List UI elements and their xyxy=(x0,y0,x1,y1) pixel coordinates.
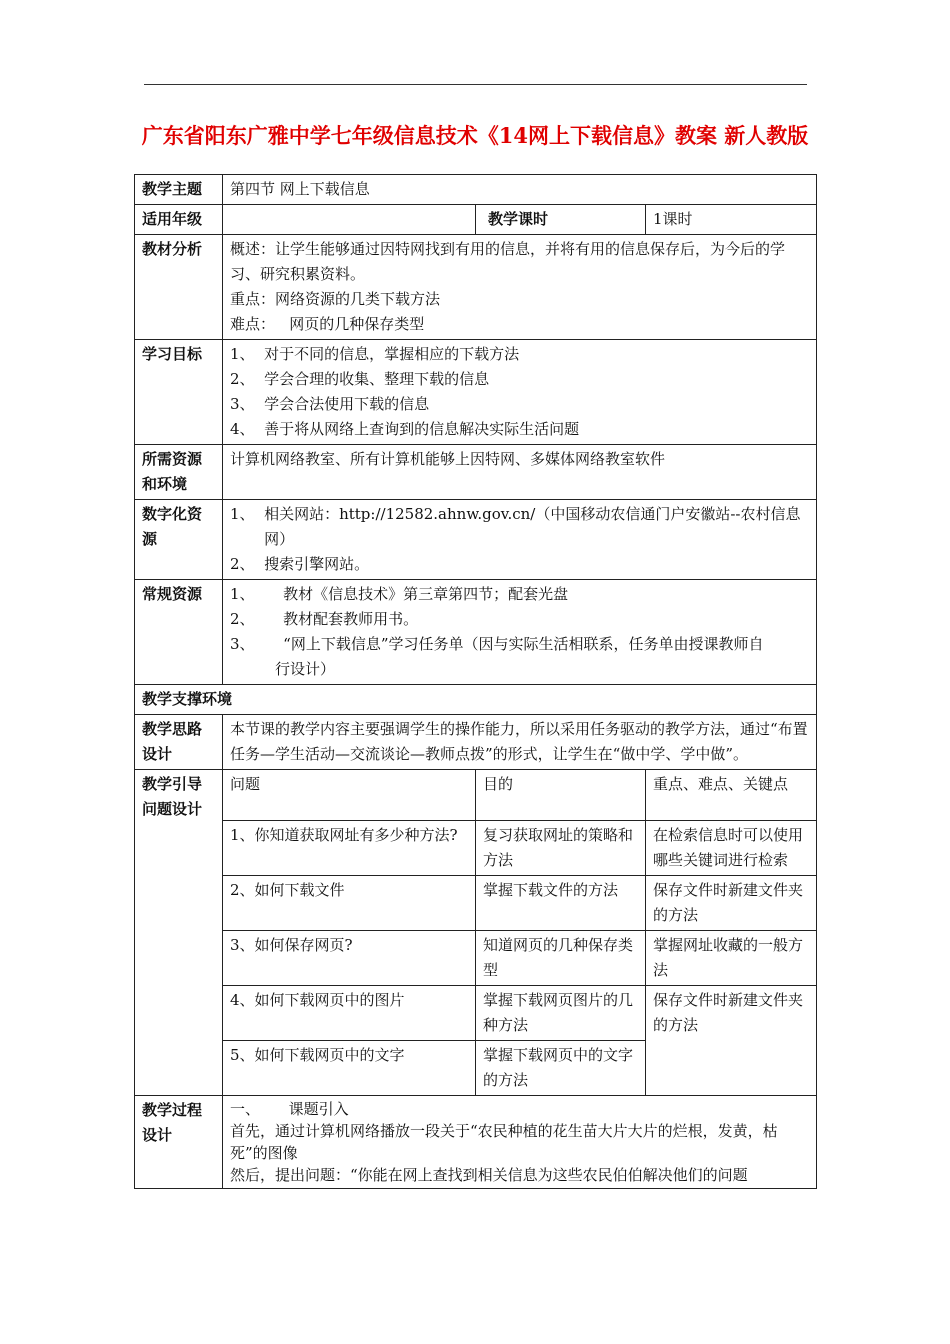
grade-label: 适用年级 xyxy=(135,205,223,235)
guide-row xyxy=(135,931,817,986)
resources-row xyxy=(135,445,817,500)
topic-value: 第四节 网上下载信息 xyxy=(223,175,817,205)
analysis-label: 教材分析 xyxy=(135,235,223,340)
process-section-heading: 一、 课题引入 xyxy=(230,1100,349,1118)
digital-resource-item: 1、 相关网站：http://12582.ahnw.gov.cn/（中国移动农信通门户安徽站--农村信息网） xyxy=(230,505,801,548)
analysis-row xyxy=(135,235,817,340)
guide-header-question: 问题 xyxy=(223,770,476,821)
regular-resource-item: 1、 教材《信息技术》第三章第四节；配套光盘 xyxy=(230,585,569,603)
guide-focus: 在检索信息时可以使用哪些关键词进行检索 xyxy=(646,821,817,876)
objective-item: 2、 学会合理的收集、整理下载的信息 xyxy=(230,370,490,388)
guide-question: 5、如何下载网页中的文字 xyxy=(223,1041,476,1096)
objective-item: 1、 对于不同的信息，掌握相应的下载方法 xyxy=(230,345,520,363)
analysis-content xyxy=(223,235,817,340)
digital-resources-row xyxy=(135,500,817,580)
process-line: 然后，提出问题：“你能在网上查找到相关信息为这些农民伯伯解决他们的问题 xyxy=(230,1166,748,1184)
analysis-overview: 概述：让学生能够通过因特网找到有用的信息，并将有用的信息保存后，为今后的学习、研究积累资料。 xyxy=(230,240,786,283)
objectives-row xyxy=(135,340,817,445)
regular-resource-item: 2、 教材配套教师用书。 xyxy=(230,610,419,628)
guide-focus: 掌握网址收藏的一般方法 xyxy=(646,931,817,986)
regular-resource-item: 3、 “网上下载信息”学习任务单（因与实际生活相联系，任务单由授课教师自 xyxy=(230,635,764,653)
guide-purpose: 掌握下载网页图片的几种方法 xyxy=(476,986,646,1041)
approach-value: 本节课的教学内容主要强调学生的操作能力，所以采用任务驱动的教学方法，通过“布置任务—学生活动—交流谈论—教师点拨”的形式，让学生在“做中学、学中做”。 xyxy=(223,715,817,770)
grade-row xyxy=(135,205,817,235)
topic-row xyxy=(135,175,817,205)
grade-value xyxy=(223,205,476,235)
support-label: 教学支撑环境 xyxy=(135,685,817,715)
regular-resource-continuation: 行设计） xyxy=(275,660,336,678)
resources-value: 计算机网络教室、所有计算机能够上因特网、多媒体网络教室软件 xyxy=(223,445,817,500)
guide-purpose: 掌握下载网页中的文字的方法 xyxy=(476,1041,646,1096)
digital-resource-item: 2、 搜索引擎网站。 xyxy=(230,555,370,573)
guide-header-focus: 重点、难点、关键点 xyxy=(646,770,817,821)
topic-label: 教学主题 xyxy=(135,175,223,205)
lesson-plan-table xyxy=(134,174,817,1189)
support-row xyxy=(135,685,817,715)
guide-question: 4、如何下载网页中的图片 xyxy=(223,986,476,1041)
process-row xyxy=(135,1096,817,1189)
regular-resources-label: 常规资源 xyxy=(135,580,223,685)
objectives-list xyxy=(223,340,817,445)
guide-label: 教学引导问题设计 xyxy=(135,770,223,1096)
guide-header-row xyxy=(135,770,817,821)
guide-focus: 保存文件时新建文件夹的方法 xyxy=(646,986,817,1096)
guide-row xyxy=(135,821,817,876)
objective-item: 3、 学会合法使用下载的信息 xyxy=(230,395,430,413)
regular-resources-row xyxy=(135,580,817,685)
header-rule xyxy=(144,84,807,85)
guide-focus: 保存文件时新建文件夹的方法 xyxy=(646,876,817,931)
analysis-key-point: 重点：网络资源的几类下载方法 xyxy=(230,290,441,308)
guide-row xyxy=(135,986,817,1041)
guide-purpose: 复习获取网址的策略和方法 xyxy=(476,821,646,876)
process-label: 教学过程设计 xyxy=(135,1096,223,1189)
document-title: 广东省阳东广雅中学七年级信息技术《14网上下载信息》教案 新人教版 xyxy=(141,123,809,148)
regular-resources-list xyxy=(223,580,817,685)
guide-row xyxy=(135,876,817,931)
guide-purpose: 掌握下载文件的方法 xyxy=(476,876,646,931)
objectives-label: 学习目标 xyxy=(135,340,223,445)
resources-label: 所需资源和环境 xyxy=(135,445,223,500)
guide-purpose: 知道网页的几种保存类型 xyxy=(476,931,646,986)
digital-resources-label: 数字化资源 xyxy=(135,500,223,580)
objective-item: 4、 善于将从网络上查询到的信息解决实际生活问题 xyxy=(230,420,580,438)
digital-resources-list xyxy=(223,500,817,580)
guide-question: 2、如何下载文件 xyxy=(223,876,476,931)
hours-label: 教学课时 xyxy=(476,205,646,235)
approach-row xyxy=(135,715,817,770)
approach-label: 教学思路设计 xyxy=(135,715,223,770)
process-content xyxy=(223,1096,817,1189)
guide-question: 3、如何保存网页? xyxy=(223,931,476,986)
guide-question: 1、你知道获取网址有多少种方法? xyxy=(223,821,476,876)
analysis-difficulty: 难点： 网页的几种保存类型 xyxy=(230,315,425,333)
guide-header-purpose: 目的 xyxy=(476,770,646,821)
hours-value: 1课时 xyxy=(646,205,817,235)
process-line: 首先，通过计算机网络播放一段关于“农民种植的花生苗大片大片的烂根，发黄，枯死”的图像 xyxy=(230,1122,778,1162)
